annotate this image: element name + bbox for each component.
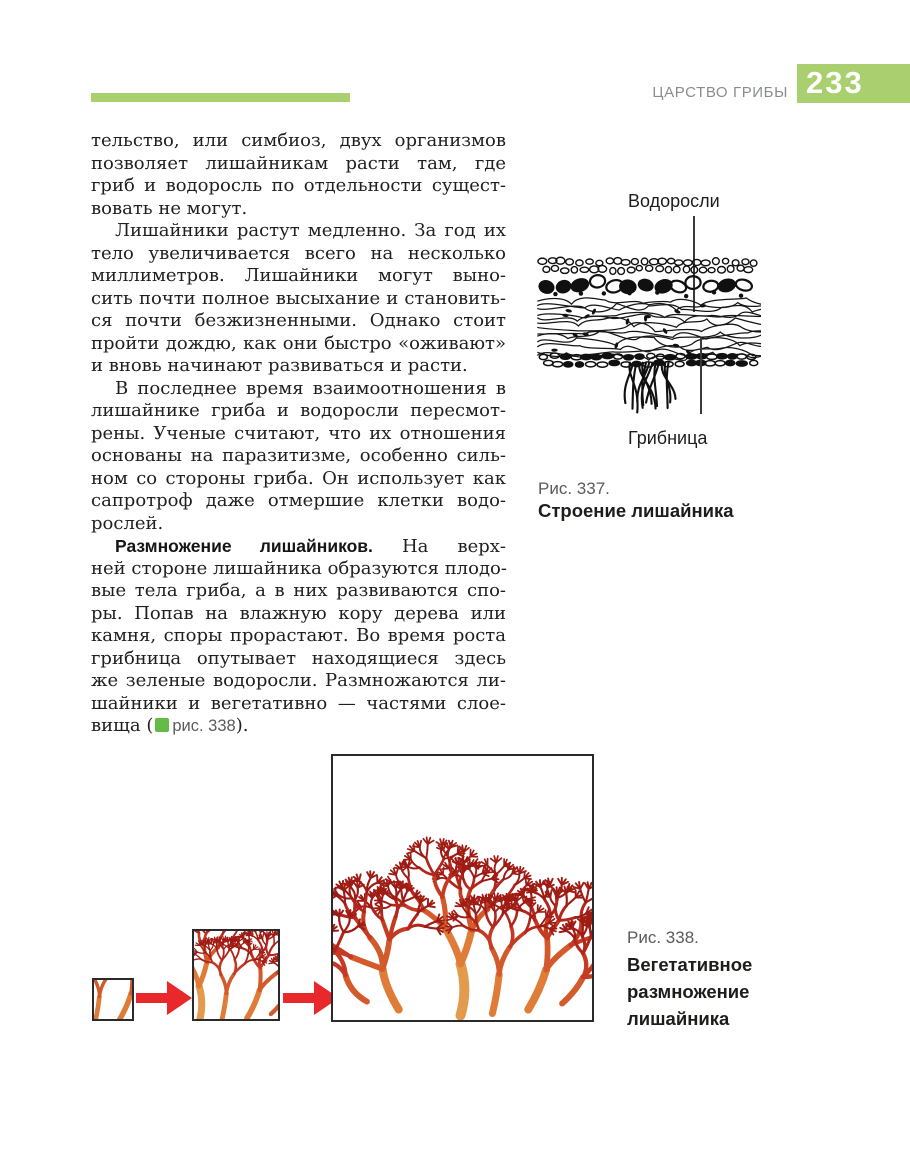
figure-338-title: Вегетативное размножение лишайника — [627, 954, 753, 1029]
lichen-full-image — [331, 754, 594, 1022]
text-line — [91, 535, 506, 558]
paragraph — [91, 378, 506, 536]
figure-337-title: Строение лишайника — [538, 500, 734, 521]
text-segment: ). — [235, 715, 249, 736]
text-line: ры. Попав на влажную кору дерева или — [91, 602, 506, 624]
growth-arrow-icon — [136, 976, 192, 1020]
text-line: ном со стороны гриба. Он использует как — [91, 467, 506, 489]
text-line: пройти дождю, как они быстро «оживают» — [91, 332, 506, 354]
running-head: ЦАРСТВО ГРИБЫ — [652, 84, 788, 101]
text-line: сить почти полное высыхание и становить- — [91, 287, 506, 309]
text-line: рены. Ученые считают, что их отношения — [91, 422, 506, 444]
text-line: основаны на паразитизме, особенно силь- — [91, 445, 506, 466]
text-line: грибница опутывает находящиеся здесь — [91, 647, 506, 669]
pointer-line-mycelium — [700, 338, 702, 414]
article-text — [91, 130, 506, 738]
page-number: 233 — [806, 65, 864, 100]
text-line: ней стороне лишайника образуются плодо- — [91, 557, 507, 579]
text-line: и вновь начинают развиваться и расти. — [91, 355, 468, 376]
text-line: сапротроф даже отмершие клетки водо- — [91, 490, 506, 511]
paragraph-lead-label: Размножение лишайников. — [115, 536, 373, 556]
figure-338-number: Рис. 338. — [627, 928, 699, 947]
text-line: лишайнике гриба и водоросли пересмот- — [91, 400, 506, 421]
text-line: миллиметров. Лишайники могут выно- — [91, 265, 506, 286]
text-line — [91, 715, 506, 738]
text-line: позволяет лишайникам расти там, где — [91, 152, 506, 174]
text-line: гриб и водоросль по отдельности сущест- — [91, 175, 506, 196]
paragraph — [91, 130, 506, 220]
text-line: вовать не могут. — [91, 197, 248, 219]
text-line: В последнее время взаимоотношения в — [115, 377, 506, 399]
text-line: тельство, или симбиоз, двух организмов — [91, 130, 506, 151]
text-segment: На верх- — [372, 536, 507, 557]
text-segment: вища ( — [91, 715, 154, 736]
paragraph — [91, 535, 506, 738]
paragraph — [91, 220, 506, 378]
label-algae: Водоросли — [628, 191, 720, 211]
text-line: камня, споры прорастают. Во время роста — [91, 625, 506, 646]
text-line: рослей. — [91, 512, 164, 534]
label-mycelium: Грибница — [628, 428, 708, 448]
text-line: тело увеличивается всего на несколько — [91, 242, 506, 264]
text-line: шайники и вегетативно — частями слое- — [91, 692, 506, 714]
text-segment: рис. 338 — [172, 717, 236, 735]
page-number-box — [797, 64, 910, 103]
thallus-fragment-small-image — [92, 978, 134, 1021]
text-line: Лишайники растут медленно. За год их — [115, 220, 506, 241]
thallus-fragment-medium-image — [192, 929, 280, 1021]
text-line: же зеленые водоросли. Размножаются ли- — [91, 670, 506, 691]
figure-337-number: Рис. 337. — [538, 479, 610, 498]
text-line: ся почти безжизненными. Однако стоит — [91, 310, 506, 331]
text-line: вые тела гриба, а в них развиваются спо- — [91, 580, 506, 601]
lichen-cross-section-illustration — [537, 256, 761, 417]
section-accent-bar — [91, 93, 350, 102]
figure-ref-square-icon — [155, 718, 169, 732]
